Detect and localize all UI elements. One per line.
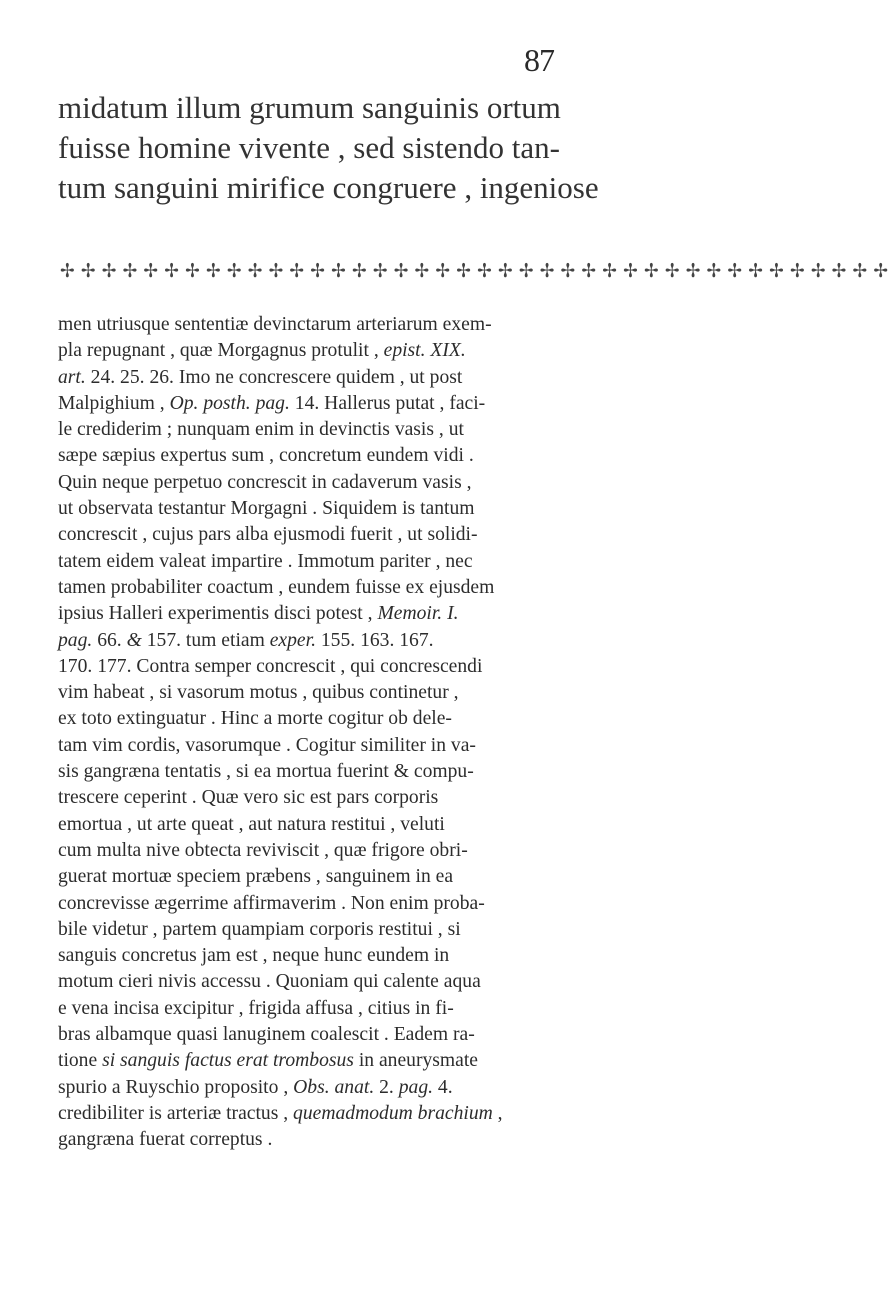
text-line: fuisse homine vivente , sed sistendo tan- bbox=[58, 130, 560, 165]
text-line bbox=[58, 549, 748, 575]
text-run: 170. 177. Contra semper concrescit , qui concrescendi bbox=[58, 655, 483, 677]
text-line bbox=[58, 943, 748, 969]
text-run: e vena incisa excipitur , frigida affusa , citius in fi- bbox=[58, 997, 454, 1019]
text-line bbox=[58, 759, 748, 785]
italic-text: Memoir. I. bbox=[377, 603, 459, 625]
text-run: ut observata testantur Morgagni . Siquidem is tantum bbox=[58, 498, 475, 520]
text-line bbox=[58, 654, 748, 680]
text-run: sanguis concretus jam est , neque hunc eundem in bbox=[58, 945, 450, 967]
text-line: midatum illum grumum sanguinis ortum bbox=[58, 90, 561, 125]
text-line bbox=[58, 338, 748, 364]
text-line bbox=[58, 1127, 748, 1153]
italic-text: pag. bbox=[398, 1076, 434, 1098]
italic-text: quemadmodum brachium bbox=[293, 1102, 493, 1124]
text-line bbox=[58, 628, 748, 654]
text-run: , bbox=[492, 1102, 503, 1124]
text-run: bile videtur , partem quampiam corporis restitui , si bbox=[58, 918, 461, 940]
text-line bbox=[58, 917, 748, 943]
text-run: tam vim cordis, vasorumque . Cogitur similiter in va- bbox=[58, 734, 476, 756]
text-line bbox=[58, 680, 748, 706]
italic-text: & bbox=[126, 629, 142, 651]
text-run: sæpe sæpius expertus sum , concretum eundem vidi . bbox=[58, 445, 474, 467]
italic-text: pag. bbox=[58, 629, 93, 651]
text-line bbox=[58, 470, 748, 496]
text-run: motum cieri nivis accessu . Quoniam qui calente aqua bbox=[58, 971, 481, 993]
ornament-divider bbox=[60, 261, 889, 282]
text-line bbox=[58, 601, 748, 627]
text-run: 24. 25. 26. Imo ne concrescere quidem , ut post bbox=[85, 366, 463, 388]
text-run: tione bbox=[58, 1050, 103, 1072]
text-run: spurio a Ruyschio proposito , bbox=[58, 1076, 294, 1098]
text-run: Quin neque perpetuo concrescit in cadaverum vasis , bbox=[58, 471, 472, 493]
text-line bbox=[58, 312, 748, 338]
text-run: 4. bbox=[433, 1076, 453, 1098]
text-line bbox=[58, 575, 748, 601]
italic-text: si sanguis factus erat trombosus bbox=[102, 1050, 354, 1072]
text-run: sis gangræna tentatis , si ea mortua fuerint & compu- bbox=[58, 761, 474, 783]
text-line bbox=[58, 1048, 748, 1074]
text-line bbox=[58, 1101, 748, 1127]
italic-text: Op. posth. pag. bbox=[169, 392, 290, 414]
text-line bbox=[58, 996, 748, 1022]
text-line bbox=[58, 496, 748, 522]
text-run: 66. bbox=[92, 629, 127, 651]
text-run: tamen probabiliter coactum , eundem fuisse ex ejusdem bbox=[58, 576, 495, 598]
text-line bbox=[58, 733, 748, 759]
text-run: concrescit , cujus pars alba ejusmodi fuerit , ut solidi- bbox=[58, 524, 478, 546]
text-line bbox=[58, 812, 748, 838]
italic-text: Obs. anat. bbox=[293, 1076, 375, 1098]
text-run: credibiliter is arteriæ tractus , bbox=[58, 1102, 294, 1124]
text-run: pla repugnant , quæ Morgagnus protulit , bbox=[58, 340, 384, 362]
text-run: Malpighium , bbox=[58, 392, 170, 414]
italic-text: epist. XIX. bbox=[383, 340, 466, 362]
text-line bbox=[58, 969, 748, 995]
text-run: 2. bbox=[374, 1076, 399, 1098]
text-line bbox=[58, 891, 748, 917]
text-line bbox=[58, 417, 748, 443]
text-line bbox=[58, 1075, 748, 1101]
text-run: guerat mortuæ speciem præbens , sanguinem in ea bbox=[58, 866, 454, 888]
text-line bbox=[58, 706, 748, 732]
text-run: ipsius Halleri experimentis disci potest , bbox=[58, 603, 378, 625]
text-run: 155. 163. 167. bbox=[315, 629, 434, 651]
continuation-text bbox=[58, 88, 748, 208]
text-run: concrevisse ægerrime affirmaverim . Non enim proba- bbox=[58, 892, 485, 914]
ornament-strip: ✢ ✢ ✢ ✢ ✢ ✢ ✢ ✢ ✢ ✢ ✢ ✢ ✢ ✢ ✢ ✢ ✢ ✢ ✢ ✢ ✢ ✢ ✢ ✢ ✢ ✢ ✢ ✢ ✢ ✢ ✢ ✢ ✢ ✢ ✢ ✢ ✢ ✢ ✢ ✢ bbox=[60, 261, 889, 282]
text-run: 157. tum etiam bbox=[141, 629, 270, 651]
text-run: trescere ceperint . Quæ vero sic est pars corporis bbox=[58, 787, 439, 809]
text-run: ex toto extinguatur . Hinc a morte cogitur ob dele- bbox=[58, 708, 452, 730]
text-run: tatem eidem valeat impartire . Immotum pariter , nec bbox=[58, 550, 473, 572]
text-run: cum multa nive obtecta reviviscit , quæ frigore obri- bbox=[58, 839, 468, 861]
text-run: men utriusque sententiæ devinctarum arteriarum exem- bbox=[58, 314, 492, 335]
text-run: le crediderim ; nunquam enim in devinctis vasis , ut bbox=[58, 419, 464, 441]
text-line: tum sanguini mirifice congruere , ingeniose bbox=[58, 170, 599, 205]
text-line bbox=[58, 522, 748, 548]
italic-text: exper. bbox=[269, 629, 316, 651]
text-line bbox=[58, 1022, 748, 1048]
text-line bbox=[58, 864, 748, 890]
text-run: gangræna fuerat correptus . bbox=[58, 1129, 273, 1151]
text-line bbox=[58, 785, 748, 811]
text-run: emortua , ut arte queat , aut natura restitui , veluti bbox=[58, 813, 445, 835]
text-run: bras albamque quasi lanuginem coalescit . Eadem ra- bbox=[58, 1024, 475, 1046]
text-line bbox=[58, 391, 748, 417]
text-run: in aneurysmate bbox=[353, 1050, 478, 1072]
page-number: 87 bbox=[524, 42, 554, 78]
italic-text: art. bbox=[58, 366, 86, 388]
text-line bbox=[58, 838, 748, 864]
text-run: vim habeat , si vasorum motus , quibus continetur , bbox=[58, 682, 459, 704]
text-line bbox=[58, 365, 748, 391]
text-run: 14. Hallerus putat , faci- bbox=[289, 392, 486, 414]
body-text bbox=[58, 312, 748, 1154]
text-line bbox=[58, 443, 748, 469]
